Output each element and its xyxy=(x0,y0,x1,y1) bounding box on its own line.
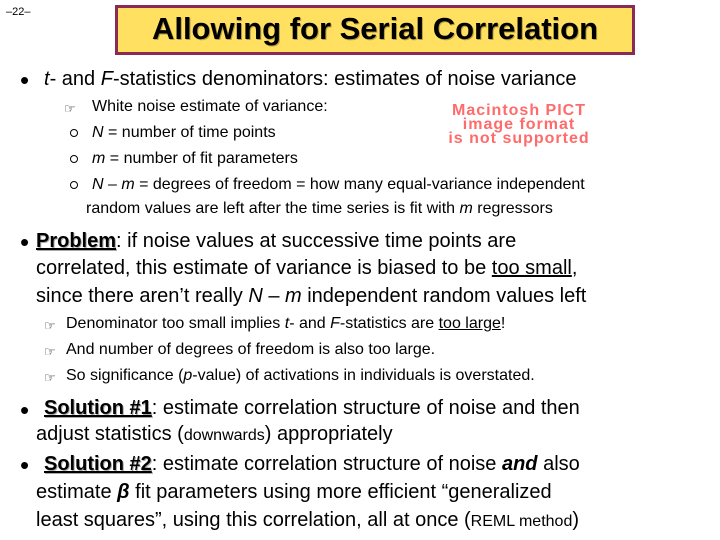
solution2-label: Solution #2 xyxy=(44,453,152,475)
problem-label: Problem xyxy=(36,230,117,252)
solution2-line3: least squares”, using this correlation, all at once (REML method) xyxy=(36,509,580,531)
problem-line2: correlated, this estimate of variance is biased to be too small, xyxy=(36,257,578,279)
solution2-line2: estimate β fit parameters using more efficient “generalized xyxy=(36,481,552,503)
page-number: –22– xyxy=(6,6,31,18)
hand-pointer-icon: ☞ xyxy=(44,344,56,359)
hand-pointer-icon: ☞ xyxy=(44,370,56,385)
solution1-line1: Solution #1: estimate correlation structure of noise and then xyxy=(44,397,580,419)
circle-outline-icon xyxy=(70,155,78,163)
dof-item: And number of degrees of freedom is also too large. xyxy=(66,341,436,358)
sub-item-m: m = number of fit parameters xyxy=(92,150,298,167)
sub-item-N: N = number of time points xyxy=(92,124,276,141)
solution1-label: Solution #1 xyxy=(44,397,152,419)
slide-title: Allowing for Serial Correlation xyxy=(151,11,599,46)
solution1-line2: adjust statistics (downwards) appropriately xyxy=(36,423,393,445)
sub-item-Nm: N – m = degrees of freedom = how many equal-variance independent xyxy=(92,176,585,193)
sub-item-Nm-cont: random values are left after the time series is fit with m regressors xyxy=(86,200,553,217)
bullet-dot-icon: • xyxy=(20,450,30,480)
bullet-statistics: t- and F-statistics denominators: estimates of noise variance xyxy=(44,68,577,90)
bullet-dot-icon: • xyxy=(20,395,30,425)
denominator-item: Denominator too small implies t- and F-statistics are too large! xyxy=(66,315,506,332)
hand-pointer-icon: ☞ xyxy=(44,318,56,333)
pict-unsupported-notice: Macintosh PICT image format is not supported xyxy=(448,102,590,147)
significance-item: So significance (p-value) of activations in individuals is overstated. xyxy=(66,367,535,384)
hand-pointer-icon: ☞ xyxy=(64,101,76,116)
circle-outline-icon xyxy=(70,181,78,189)
problem-line1: Problem: if noise values at successive time points are xyxy=(36,230,517,252)
circle-outline-icon xyxy=(70,129,78,137)
white-noise-item: White noise estimate of variance: xyxy=(92,98,328,115)
bullet-dot-icon: • xyxy=(20,227,30,257)
problem-line3: since there aren’t really N – m independent random values left xyxy=(36,285,587,307)
solution2-line1: Solution #2: estimate correlation structure of noise and also xyxy=(44,453,580,475)
bullet-dot-icon: • xyxy=(20,65,30,95)
